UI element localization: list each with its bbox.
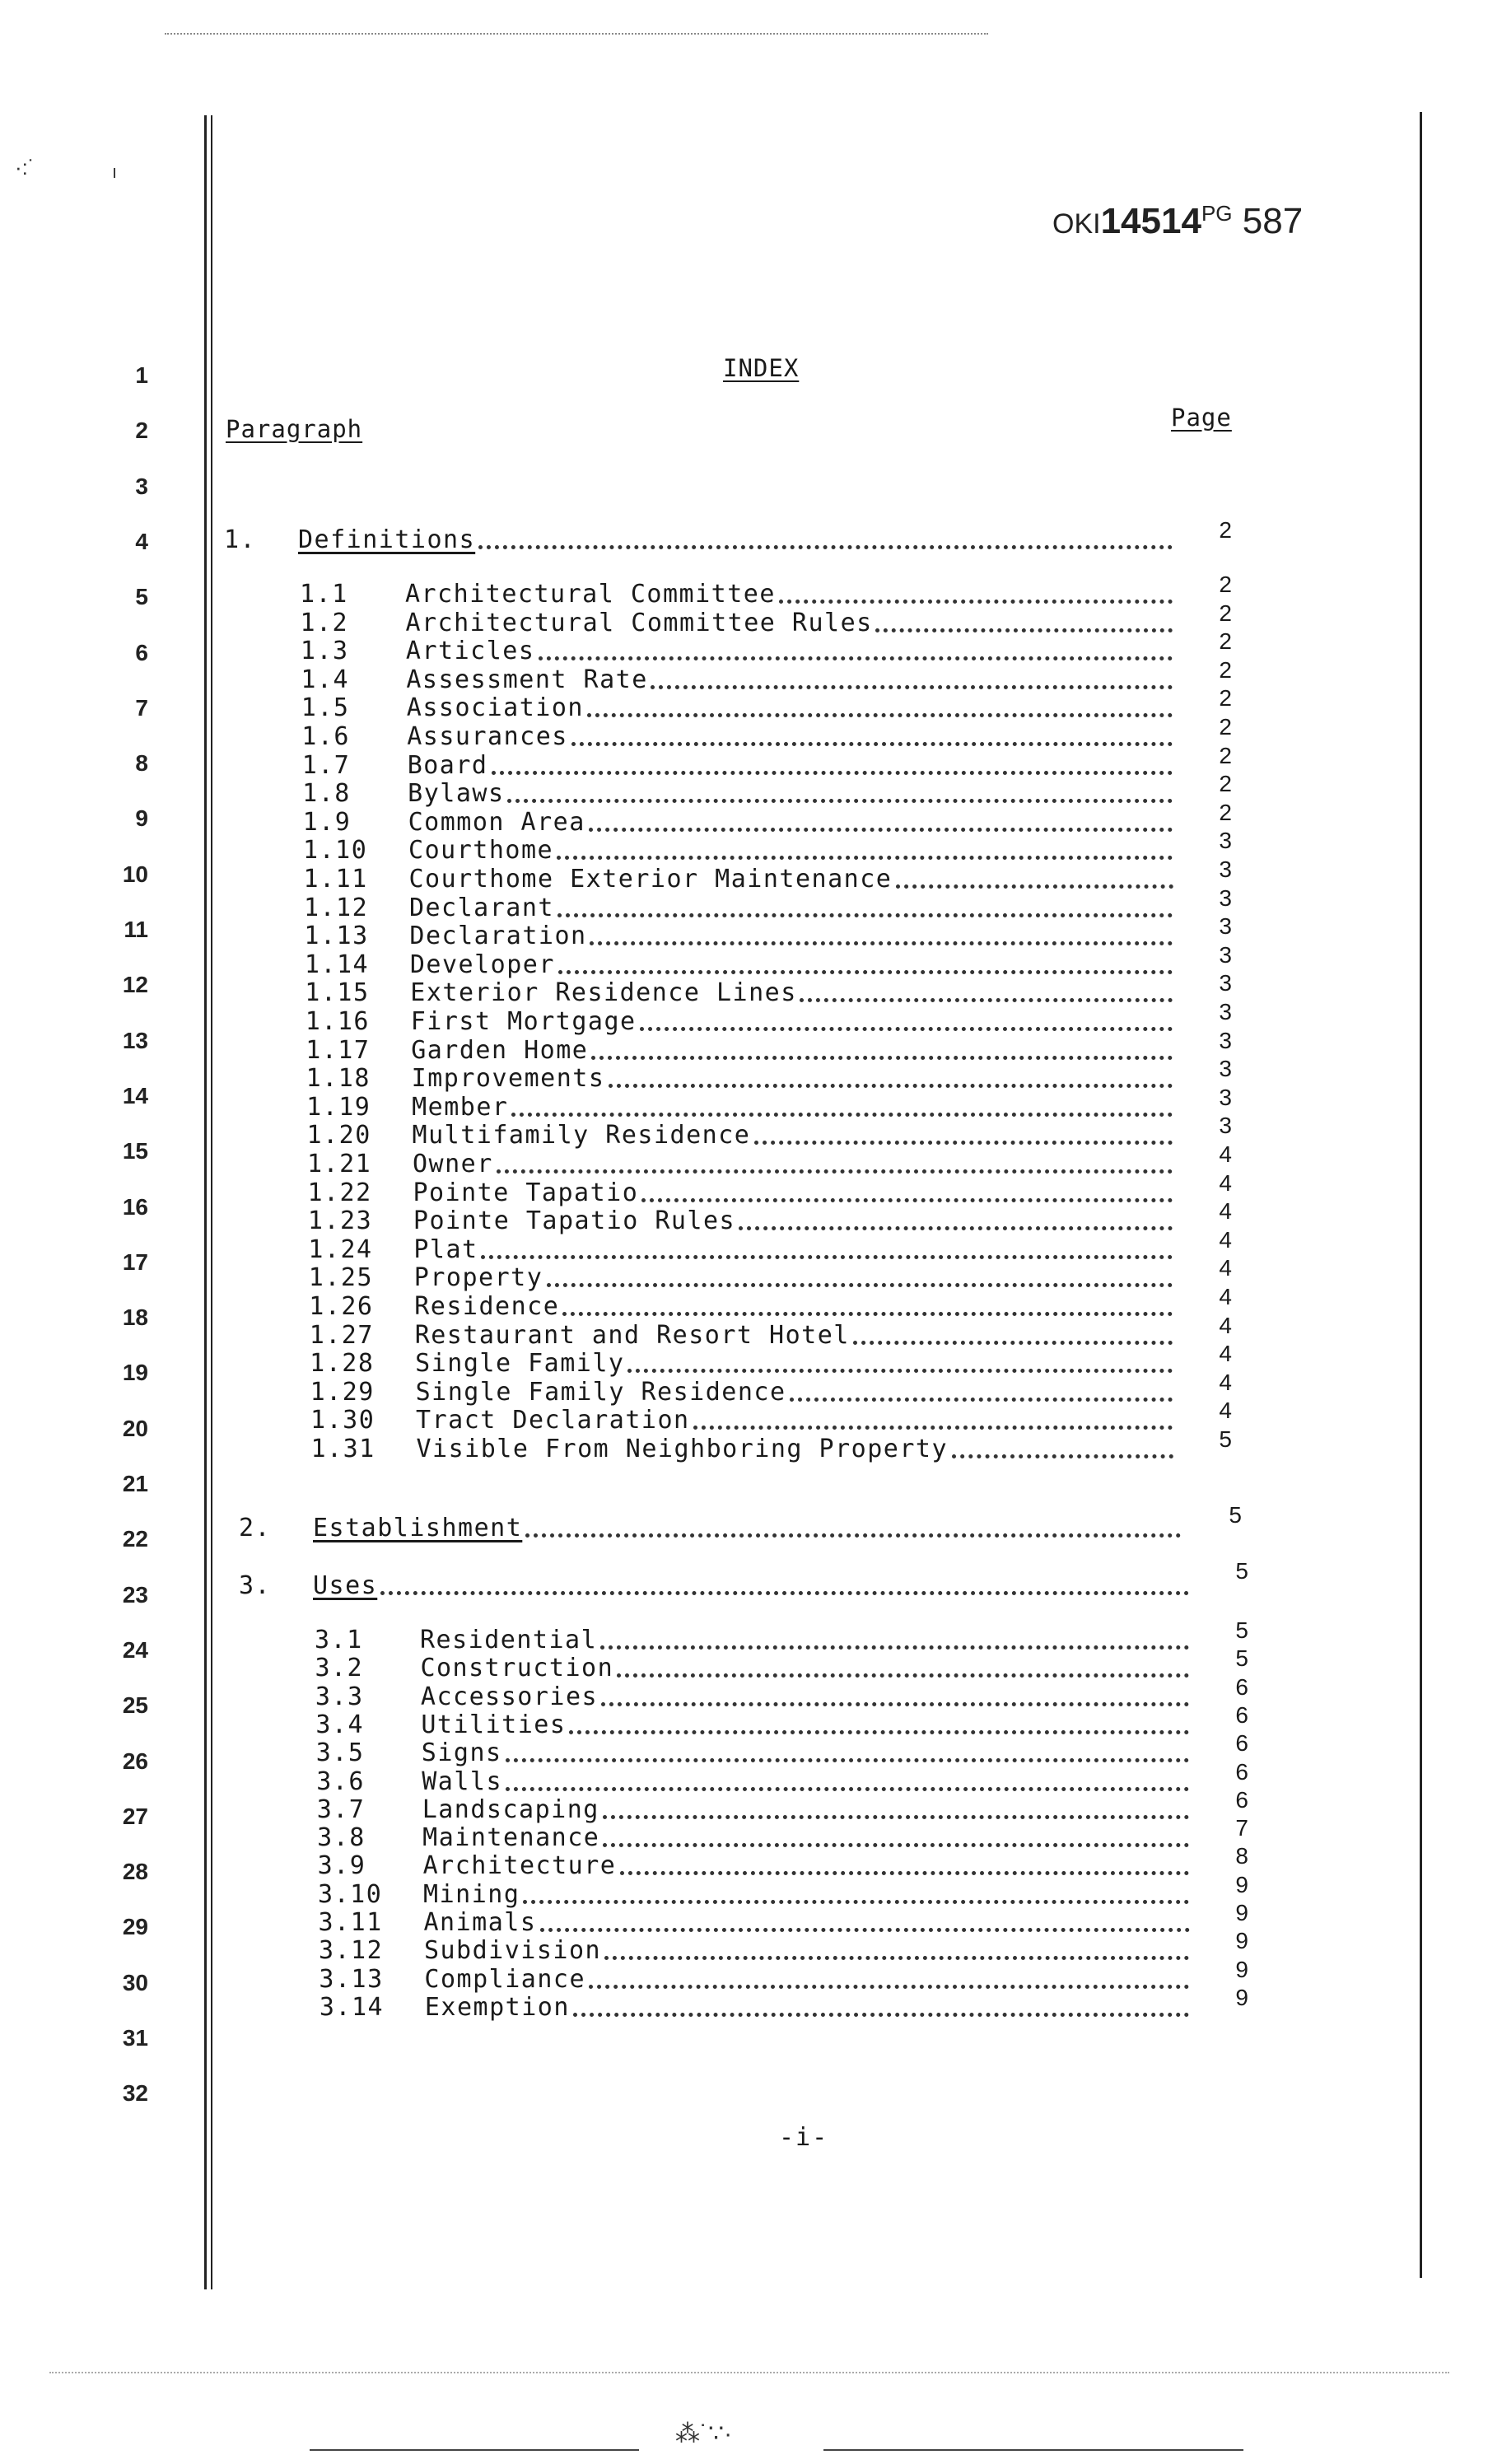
leader-dots xyxy=(617,1662,1189,1678)
leader-dots xyxy=(478,534,1173,549)
page-number: 3 xyxy=(1219,970,1232,996)
page-number: 2 xyxy=(1219,685,1232,712)
page-number: 4 xyxy=(1219,1255,1232,1281)
stamp-mid: PG xyxy=(1201,201,1233,226)
leader-dots xyxy=(853,1329,1173,1345)
leader-dots xyxy=(507,787,1173,803)
item-title: Restaurant and Resort Hotel xyxy=(414,1320,850,1350)
bottom-rule-right xyxy=(823,2449,1243,2451)
toc-item xyxy=(302,779,1173,807)
toc-item xyxy=(310,1378,1173,1406)
toc-section xyxy=(239,1571,1189,1599)
toc-item xyxy=(305,950,1173,978)
line-number: 19 xyxy=(122,1360,148,1386)
leader-dots xyxy=(562,1300,1173,1316)
leader-dots xyxy=(779,588,1173,604)
item-title: Association xyxy=(406,693,584,723)
item-number: 3.8 xyxy=(317,1823,366,1853)
toc-item xyxy=(315,1626,1189,1654)
item-number: 3.11 xyxy=(318,1908,383,1937)
page-number: 5 xyxy=(1235,1617,1248,1643)
leader-dots xyxy=(693,1414,1173,1430)
item-number: 1.6 xyxy=(301,722,350,751)
toc-item xyxy=(307,1150,1173,1178)
toc-item xyxy=(306,1036,1173,1064)
leader-dots xyxy=(380,1580,1189,1595)
leader-dots xyxy=(603,1804,1189,1819)
toc-item xyxy=(309,1263,1173,1291)
item-title: Landscaping xyxy=(422,1794,599,1824)
leader-dots xyxy=(601,1691,1189,1706)
toc-item xyxy=(315,1654,1189,1682)
toc-item xyxy=(318,1851,1189,1879)
leader-dots xyxy=(523,1888,1189,1904)
scan-specks: ·:˙ xyxy=(15,155,35,180)
leader-dots xyxy=(896,873,1173,889)
page-number: 6 xyxy=(1235,1701,1248,1728)
item-title: Owner xyxy=(413,1150,493,1178)
leader-dots xyxy=(651,674,1173,689)
item-title: Pointe Tapatio Rules xyxy=(413,1206,736,1236)
item-title: Residence xyxy=(414,1292,560,1321)
line-number: 4 xyxy=(135,528,148,554)
toc-item xyxy=(307,1121,1173,1149)
item-title: Common Area xyxy=(408,807,585,837)
line-number: 26 xyxy=(122,1748,148,1774)
toc-item xyxy=(301,693,1173,721)
item-title: Exterior Residence Lines xyxy=(410,978,797,1008)
item-number: 1.13 xyxy=(304,922,369,951)
line-number: 22 xyxy=(122,1526,148,1552)
item-title: Residential xyxy=(420,1626,598,1654)
line-number: 9 xyxy=(135,805,148,832)
line-number: 3 xyxy=(135,473,148,499)
item-title: Improvements xyxy=(411,1064,605,1094)
section-title: Establishment xyxy=(313,1514,523,1542)
item-title: Architecture xyxy=(422,1851,617,1881)
line-number: 14 xyxy=(122,1082,148,1108)
item-number: 1.31 xyxy=(310,1435,376,1463)
item-title: Pointe Tapatio xyxy=(413,1178,639,1207)
item-number: 1.3 xyxy=(300,637,349,666)
toc-item xyxy=(311,1435,1173,1463)
leader-dots xyxy=(497,1158,1173,1174)
item-title: Maintenance xyxy=(422,1823,600,1853)
item-number: 3.14 xyxy=(319,1992,385,2022)
item-title: Declaration xyxy=(409,922,587,951)
item-title: Developer xyxy=(409,950,555,979)
toc-item xyxy=(308,1235,1173,1263)
item-title: Tract Declaration xyxy=(416,1406,690,1435)
toc-item xyxy=(310,1349,1173,1377)
item-title: Mining xyxy=(423,1879,520,1909)
item-title: Declarant xyxy=(408,893,554,922)
item-number: 3.10 xyxy=(318,1879,383,1909)
toc-item xyxy=(319,1936,1189,1964)
page-number: 3 xyxy=(1219,1113,1232,1139)
index-title: INDEX xyxy=(723,354,800,382)
stamp-number: 14514 xyxy=(1100,201,1201,241)
toc-item xyxy=(308,1206,1173,1234)
toc-section xyxy=(239,1514,1181,1542)
section-number: 3. xyxy=(239,1571,272,1600)
toc-item xyxy=(317,1823,1189,1851)
leader-dots xyxy=(587,702,1173,717)
line-number: 18 xyxy=(122,1304,148,1331)
toc-item xyxy=(320,1993,1189,2021)
page-number: 6 xyxy=(1235,1730,1248,1757)
page-number: 2 xyxy=(1219,799,1232,825)
toc-item xyxy=(316,1767,1189,1795)
item-title: Assurances xyxy=(407,722,568,751)
toc-item xyxy=(309,1292,1173,1320)
toc-item xyxy=(301,722,1173,750)
leader-dots xyxy=(590,930,1173,945)
page-number: 3 xyxy=(1219,1084,1232,1110)
item-number: 3.12 xyxy=(318,1936,384,1966)
leader-dots xyxy=(569,1719,1189,1734)
item-number: 3.3 xyxy=(315,1682,364,1711)
item-number: 3.1 xyxy=(315,1626,363,1654)
item-number: 3.2 xyxy=(315,1654,364,1683)
page-number: 4 xyxy=(1219,1198,1232,1225)
leader-dots xyxy=(589,1973,1189,1989)
leader-dots xyxy=(800,987,1173,1002)
page-number: 2 xyxy=(1219,600,1232,626)
leader-dots xyxy=(641,1187,1173,1202)
line-number: 15 xyxy=(122,1138,148,1164)
item-number: 3.4 xyxy=(315,1710,365,1739)
item-title: Utilities xyxy=(421,1710,567,1739)
item-number: 1.26 xyxy=(309,1292,374,1321)
leader-dots xyxy=(589,816,1173,832)
leader-dots xyxy=(640,1015,1173,1031)
line-number: 13 xyxy=(122,1027,148,1053)
item-number: 1.29 xyxy=(310,1377,375,1407)
page-number: 3 xyxy=(1219,828,1232,854)
item-number: 3.6 xyxy=(316,1766,365,1796)
leader-dots xyxy=(739,1215,1173,1230)
page-number: 3 xyxy=(1219,1027,1232,1053)
page-number: 3 xyxy=(1219,884,1232,911)
page-number: 4 xyxy=(1219,1226,1232,1253)
leader-dots xyxy=(571,730,1173,746)
line-number: 6 xyxy=(135,639,148,665)
page-number: 3 xyxy=(1219,913,1232,940)
scan-noise-bottom xyxy=(49,2372,1449,2373)
page-number: 5 xyxy=(1229,1502,1242,1528)
page-number: 5 xyxy=(1235,1645,1248,1672)
item-number: 1.15 xyxy=(305,978,370,1008)
toc-item xyxy=(305,978,1173,1006)
item-title: Walls xyxy=(422,1766,503,1796)
toc-item xyxy=(315,1710,1189,1738)
page-number: 4 xyxy=(1219,1341,1232,1367)
item-title: Subdivision xyxy=(423,1936,602,1966)
item-title: First Mortgage xyxy=(410,1007,637,1036)
toc-item xyxy=(307,1178,1173,1206)
leader-dots xyxy=(952,1443,1173,1458)
leader-dots xyxy=(511,1101,1173,1117)
line-number: 7 xyxy=(135,694,148,721)
page-number: 6 xyxy=(1235,1786,1248,1813)
item-number: 3.13 xyxy=(319,1964,384,1994)
page-number: 2 xyxy=(1219,714,1232,740)
item-title: Garden Home xyxy=(411,1035,589,1065)
leader-dots xyxy=(591,1044,1173,1060)
toc-item xyxy=(301,637,1173,665)
line-number: 29 xyxy=(122,1914,148,1940)
toc-item xyxy=(315,1682,1189,1710)
page-number: 3 xyxy=(1219,941,1232,968)
page-number: 6 xyxy=(1235,1758,1248,1785)
line-number: 25 xyxy=(122,1692,148,1719)
item-number: 3.9 xyxy=(317,1851,366,1881)
toc-item xyxy=(318,1880,1189,1908)
item-title: Compliance xyxy=(424,1964,586,1994)
leader-dots xyxy=(603,1832,1189,1847)
item-title: Bylaws xyxy=(408,779,505,809)
item-number: 1.28 xyxy=(310,1349,375,1379)
item-title: Single Family xyxy=(415,1349,625,1379)
leader-dots xyxy=(609,1072,1173,1088)
item-title: Single Family Residence xyxy=(415,1377,786,1407)
item-title: Courthome xyxy=(408,836,554,866)
item-number: 1.1 xyxy=(300,580,348,609)
page-number: 3 xyxy=(1219,1056,1232,1082)
toc-item xyxy=(303,836,1173,864)
toc-item xyxy=(304,894,1173,922)
leader-dots xyxy=(875,617,1173,632)
item-number: 1.19 xyxy=(306,1092,371,1122)
left-margin-rule-inner xyxy=(211,115,212,2289)
item-number: 1.5 xyxy=(301,693,350,723)
item-title: Signs xyxy=(421,1738,502,1768)
toc-item xyxy=(306,1093,1173,1121)
bottom-smudge: ⁂˙∵· xyxy=(675,2420,733,2448)
item-number: 1.22 xyxy=(307,1178,372,1207)
line-number: 24 xyxy=(122,1636,148,1663)
item-number: 1.21 xyxy=(307,1150,372,1178)
page-number: 4 xyxy=(1219,1398,1232,1424)
item-title: Plat xyxy=(413,1234,478,1264)
line-number: 27 xyxy=(122,1803,148,1829)
item-title: Architectural Committee xyxy=(405,580,776,609)
paragraph-column-heading: Paragraph xyxy=(226,415,363,443)
item-number: 1.4 xyxy=(301,665,350,694)
leader-dots xyxy=(573,2001,1189,2017)
leader-dots xyxy=(539,645,1173,660)
left-margin-rule xyxy=(204,115,207,2289)
item-title: Board xyxy=(407,750,488,780)
line-number: 5 xyxy=(135,584,148,610)
toc-item xyxy=(304,865,1173,893)
leader-dots xyxy=(557,902,1173,917)
item-title: Visible From Neighboring Property xyxy=(416,1435,949,1463)
leader-dots xyxy=(627,1357,1173,1373)
line-number: 16 xyxy=(122,1193,148,1220)
item-number: 1.20 xyxy=(306,1121,371,1150)
page-number: 9 xyxy=(1235,1956,1248,1982)
item-number: 1.24 xyxy=(308,1234,373,1264)
toc-item xyxy=(306,1007,1173,1035)
leader-dots xyxy=(754,1129,1173,1145)
section-title: Definitions xyxy=(298,525,476,554)
item-number: 1.7 xyxy=(301,750,351,780)
page-number: 3 xyxy=(1219,856,1232,882)
item-number: 1.23 xyxy=(307,1206,373,1236)
item-number: 1.10 xyxy=(303,836,368,866)
section-title: Uses xyxy=(313,1571,378,1600)
section-number: 1. xyxy=(224,525,257,554)
stamp-page: 587 xyxy=(1242,201,1304,241)
leader-dots xyxy=(481,1244,1173,1259)
page-number: 9 xyxy=(1235,1928,1248,1954)
item-number: 1.11 xyxy=(303,865,368,894)
leader-dots xyxy=(506,1747,1189,1762)
page-number: 7 xyxy=(1235,1815,1248,1841)
item-title: Articles xyxy=(405,637,535,666)
item-number: 1.12 xyxy=(303,893,369,922)
page-number: 3 xyxy=(1219,999,1232,1024)
item-title: Construction xyxy=(420,1654,614,1683)
line-number: 17 xyxy=(122,1248,148,1275)
line-number: 28 xyxy=(122,1859,148,1885)
line-number: 30 xyxy=(122,1969,148,1995)
section-number: 2. xyxy=(239,1514,272,1542)
leader-dots xyxy=(558,959,1173,974)
item-title: Exemption xyxy=(424,1992,570,2022)
leader-dots xyxy=(540,1916,1190,1932)
toc-item xyxy=(304,922,1173,950)
toc-item xyxy=(316,1738,1189,1766)
item-title: Multifamily Residence xyxy=(412,1121,751,1150)
item-title: Courthome Exterior Maintenance xyxy=(408,865,893,894)
toc-item xyxy=(303,808,1173,836)
toc-item xyxy=(310,1406,1173,1434)
bottom-rule-left xyxy=(310,2449,639,2451)
scan-speck-mark: ı xyxy=(112,161,118,182)
item-number: 3.7 xyxy=(316,1794,366,1824)
toc-item xyxy=(306,1064,1173,1092)
scan-noise-top xyxy=(165,33,988,35)
item-title: Architectural Committee Rules xyxy=(405,608,873,637)
line-number: 2 xyxy=(135,418,148,444)
page-number: 4 xyxy=(1219,1141,1232,1167)
line-number: 20 xyxy=(122,1415,148,1441)
line-number: 10 xyxy=(122,861,148,887)
leader-dots xyxy=(620,1860,1189,1875)
right-margin-rule xyxy=(1420,112,1422,2278)
page-number: 4 xyxy=(1219,1169,1232,1196)
item-title: Property xyxy=(413,1263,543,1293)
page-folio: -i- xyxy=(779,2123,829,2152)
page-number: 8 xyxy=(1235,1843,1248,1869)
page-number: 9 xyxy=(1235,1871,1248,1897)
leader-dots xyxy=(492,759,1173,775)
page-number: 5 xyxy=(1219,1426,1232,1452)
item-number: 1.9 xyxy=(302,807,352,837)
stamp-prefix: OKI xyxy=(1052,208,1101,240)
line-number: 21 xyxy=(122,1471,148,1496)
line-number: 1 xyxy=(135,362,148,388)
leader-dots xyxy=(547,1272,1173,1287)
leader-dots xyxy=(557,844,1173,860)
line-number: 12 xyxy=(122,972,148,998)
item-title: Accessories xyxy=(420,1682,599,1711)
line-number: 23 xyxy=(122,1581,148,1608)
leader-dots xyxy=(600,1634,1189,1650)
page-number: 2 xyxy=(1219,517,1232,543)
page-number: 5 xyxy=(1235,1558,1248,1584)
line-number: 31 xyxy=(122,2025,148,2051)
page-number: 4 xyxy=(1219,1369,1232,1395)
toc-item xyxy=(310,1321,1173,1349)
page-number: 2 xyxy=(1219,656,1232,683)
leader-dots xyxy=(790,1386,1173,1402)
item-title: Assessment Rate xyxy=(406,665,648,694)
toc-item xyxy=(319,1965,1189,1993)
item-number: 1.14 xyxy=(304,950,370,979)
leader-dots xyxy=(506,1776,1189,1791)
page-number: 9 xyxy=(1235,1900,1248,1925)
item-title: Member xyxy=(412,1092,509,1122)
toc-item xyxy=(319,1908,1190,1936)
recording-stamp xyxy=(1052,201,1303,242)
item-number: 1.30 xyxy=(310,1406,376,1435)
item-number: 3.5 xyxy=(315,1738,365,1768)
line-number: 8 xyxy=(135,750,148,777)
page-number: 2 xyxy=(1219,742,1232,768)
item-number: 1.2 xyxy=(300,608,349,637)
page-column-heading: Page xyxy=(1171,404,1232,432)
toc-section xyxy=(224,525,1173,553)
page-number: 9 xyxy=(1235,1984,1248,2010)
leader-dots xyxy=(525,1522,1181,1538)
page-number: 6 xyxy=(1235,1673,1248,1700)
toc-item xyxy=(301,665,1173,693)
toc-item xyxy=(300,609,1173,637)
item-number: 1.16 xyxy=(305,1007,370,1036)
item-title: Animals xyxy=(423,1908,537,1937)
line-number: 32 xyxy=(122,2080,148,2107)
line-number: 11 xyxy=(124,917,148,942)
page-number: 4 xyxy=(1219,1312,1232,1338)
page-number: 2 xyxy=(1219,628,1232,655)
item-number: 1.25 xyxy=(308,1263,374,1293)
page-number: 2 xyxy=(1219,771,1232,797)
item-number: 1.18 xyxy=(306,1064,371,1094)
leader-dots xyxy=(604,1944,1189,1960)
page-number: 4 xyxy=(1219,1284,1232,1309)
item-number: 1.27 xyxy=(309,1320,374,1350)
page-number: 2 xyxy=(1219,572,1232,597)
toc-item xyxy=(317,1795,1189,1823)
toc-item xyxy=(300,580,1173,608)
item-number: 1.17 xyxy=(306,1035,371,1065)
item-number: 1.8 xyxy=(302,779,351,809)
toc-item xyxy=(302,751,1173,779)
